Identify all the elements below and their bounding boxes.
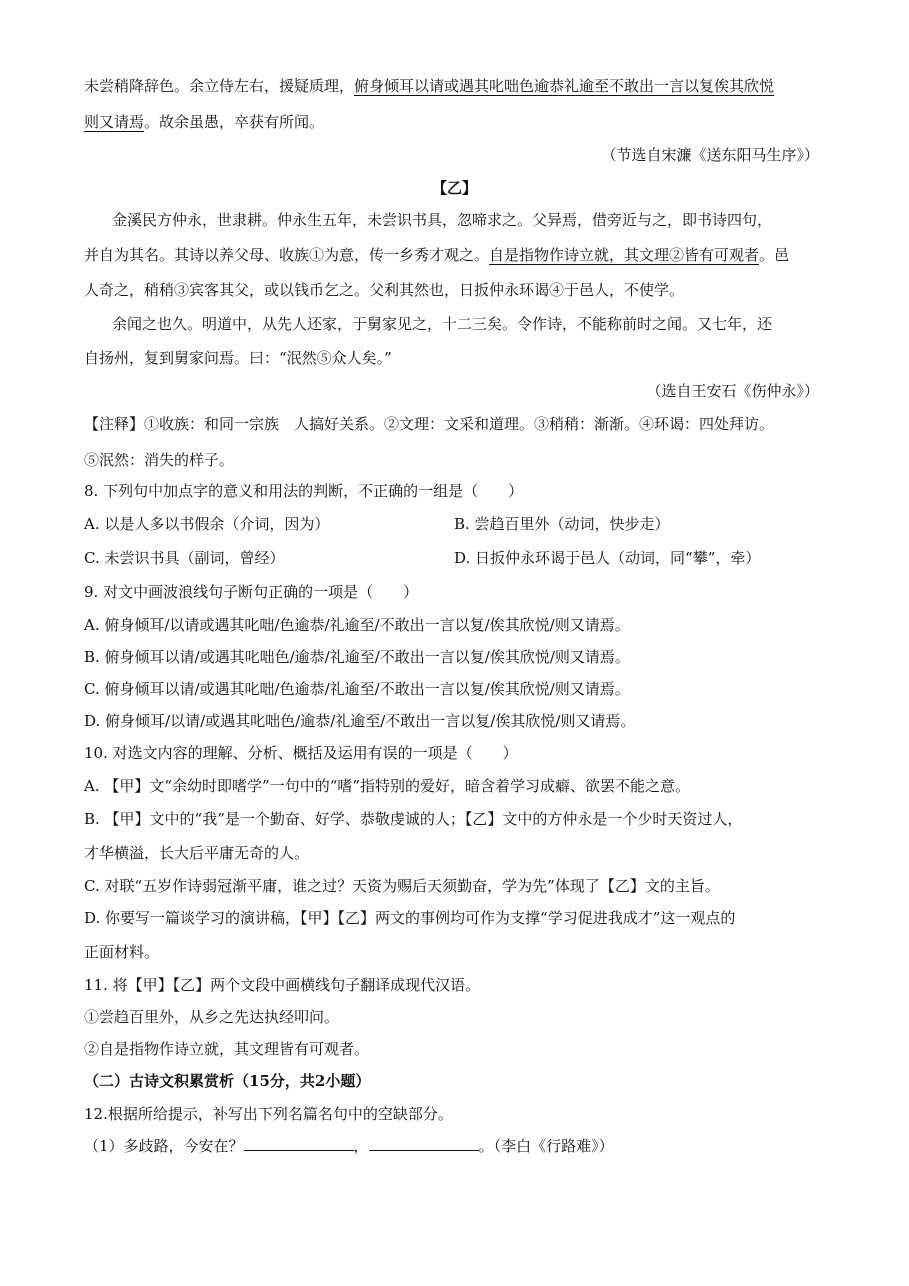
answer-blank-2[interactable] bbox=[369, 1136, 479, 1151]
q11-sentence-1: ①尝趋百里外，从乡之先达执经叩问。 bbox=[84, 1008, 340, 1026]
q12-item-1-separator: ， bbox=[353, 1137, 369, 1155]
q8-stem: 8. 下列句中加点字的意义和用法的判断，不正确的一组是（ ） bbox=[84, 482, 524, 500]
q8-option-d: D. 日扳仲永环谒于邑人（动词，同“攀”，牵） bbox=[454, 549, 761, 567]
q10-option-c: C. 对联“五岁作诗弱冠渐平庸，谁之过？天资为赐后天须勤奋，学为先”体现了【乙】文的主旨。 bbox=[84, 877, 720, 895]
q10-option-b-line-1: B. 【甲】文中的“我”是一个勤奋、好学、恭敬虔诚的人；【乙】文中的方仲永是一个少时天资过人， bbox=[84, 810, 743, 828]
q8-option-a: A. 以是人多以书假余（介词，因为） bbox=[84, 515, 330, 533]
jia-line-2 bbox=[84, 112, 324, 132]
notes-line-2: ⑤泯然：消失的样子。 bbox=[84, 451, 235, 469]
jia-wavy-sentence-part2: 则又请焉 bbox=[84, 113, 145, 131]
yi-heading: 【乙】 bbox=[431, 179, 477, 197]
yi-p1-line-2-a: 并自为其名。其诗以养父母、收族①为意，传一乡秀才观之。 bbox=[84, 246, 490, 264]
q9-stem: 9. 对文中画波浪线句子断句正确的一项是（ ） bbox=[84, 583, 419, 601]
jia-line-1-plain: 未尝稍降辞色。余立侍左右，援疑质理， bbox=[84, 77, 355, 95]
q9-option-c: C. 俯身倾耳以请/或遇其叱咄/色逾恭/礼逾至/不敢出一言以复/俟其欣悦/则又请焉。 bbox=[84, 680, 630, 698]
q11-stem: 11. 将【甲】【乙】两个文段中画横线句子翻译成现代汉语。 bbox=[84, 976, 481, 994]
q8-option-b: B. 尝趋百里外（动词，快步走） bbox=[454, 515, 670, 533]
yi-underlined-sentence: 自是指物作诗立就，其文理②皆有可观者 bbox=[489, 246, 760, 264]
q10-option-a: A. 【甲】文“余幼时即嗜学”一句中的“嗜”指特别的爱好，暗含着学习成癖、欲罢不能之意。 bbox=[84, 777, 691, 795]
notes-line-1: 【注释】①收族：和同一宗族 人搞好关系。②文理：文采和道理。③稍稍：渐渐。④环谒：四处拜访。 bbox=[84, 415, 775, 433]
q12-item-1-prefix: （1）多歧路，今安在？ bbox=[84, 1137, 244, 1155]
yi-p1-line-2-b: 。邑 bbox=[759, 246, 790, 264]
q11-sentence-2: ②自是指物作诗立就，其文理皆有可观者。 bbox=[84, 1040, 370, 1058]
q10-option-b-line-2: 才华横溢，长大后平庸无奇的人。 bbox=[84, 844, 310, 862]
q12-stem: 12.根据所给提示，补写出下列名篇名句中的空缺部分。 bbox=[84, 1105, 453, 1123]
q9-option-a: A. 俯身倾耳/以请或遇其叱咄/色逾恭/礼逾至/不敢出一言以复/俟其欣悦/则又请焉。 bbox=[84, 616, 630, 634]
q10-stem: 10. 对选文内容的理解、分析、概括及运用有误的一项是（ ） bbox=[84, 744, 518, 762]
jia-line-1 bbox=[84, 76, 774, 96]
q12-item-1-suffix: 。（李白《行路难》） bbox=[478, 1137, 614, 1155]
q10-option-d-line-1: D. 你要写一篇谈学习的演讲稿，【甲】【乙】两文的事例均可作为支撑“学习促进我成才”这一观点的 bbox=[84, 909, 736, 927]
answer-blank-1[interactable] bbox=[244, 1136, 354, 1151]
jia-wavy-sentence-part1: 俯身倾耳以请或遇其叱咄色逾恭礼逾至不敢出一言以复俟其欣悦 bbox=[354, 77, 775, 95]
q10-option-d-line-2: 正面材料。 bbox=[84, 943, 160, 961]
q12-item-1 bbox=[84, 1136, 614, 1156]
yi-source: （选自王安石《伤仲永》） bbox=[646, 382, 819, 400]
q8-option-c: C. 未尝识书具（副词，曾经） bbox=[84, 549, 285, 567]
q9-option-b: B. 俯身倾耳以请/或遇其叱咄色/逾恭/礼逾至/不敢出一言以复/俟其欣悦/则又请焉。 bbox=[84, 648, 630, 666]
q9-option-d: D. 俯身倾耳/以请/或遇其叱咄色/逾恭/礼逾至/不敢出一言以复/俟其欣悦/则又请焉。 bbox=[84, 712, 636, 730]
section-2-heading: （二）古诗文积累赏析（15分，共2小题） bbox=[84, 1072, 371, 1090]
yi-p2-line-2: 自扬州，复到舅家问焉。曰：“泯然⑤众人矣。” bbox=[84, 349, 392, 367]
yi-p1-line-2 bbox=[84, 245, 789, 265]
jia-line-2-plain: 。故余虽愚，卒获有所闻。 bbox=[144, 113, 325, 131]
jia-source: （节选自宋濂《送东阳马生序》） bbox=[601, 146, 819, 164]
yi-p2-line-1: 余闻之也久。明道中，从先人还家，于舅家见之，十二三矣。令作诗，不能称前时之闻。又七年，还 bbox=[112, 315, 773, 333]
yi-p1-line-1: 金溪民方仲永，世隶耕。仲永生五年，未尝识书具，忽啼求之。父异焉，借旁近与之，即书诗四句， bbox=[112, 211, 773, 229]
yi-p1-line-3: 人奇之，稍稍③宾客其父，或以钱币乞之。父利其然也，日扳仲永环谒④于邑人，不使学。 bbox=[84, 281, 685, 299]
